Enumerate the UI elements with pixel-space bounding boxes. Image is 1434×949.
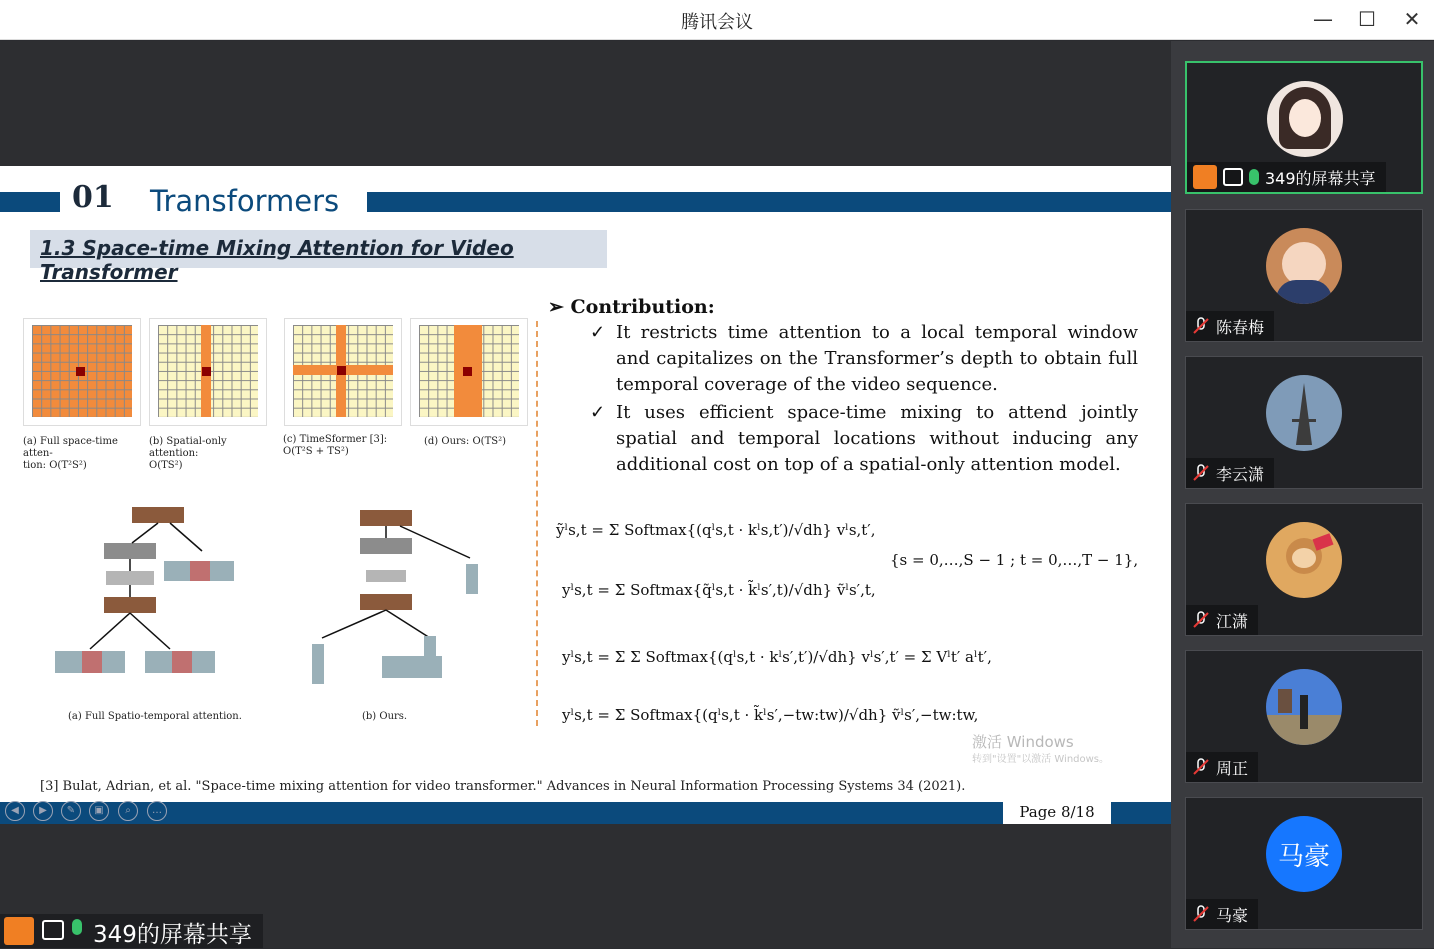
monkey-avatar	[1266, 522, 1342, 598]
more-options-icon[interactable]: …	[147, 801, 167, 821]
window-titlebar	[0, 0, 1434, 40]
share-label: 349的屏幕共享	[93, 922, 252, 948]
mic-muted-icon	[1192, 611, 1210, 629]
participants-panel	[1171, 41, 1434, 948]
participant-tile[interactable]	[1185, 503, 1423, 636]
diagram-caption-a: (a) Full Spatio-temporal attention.	[68, 711, 242, 722]
grid-spatial-attention	[149, 318, 267, 426]
equation-4: yˡs,t = Σ Softmax{(qˡs,t · k̃ˡs′,−tw:tw)/√dh} ṽˡs′,−tw:tw,	[562, 706, 979, 724]
participant-namebar	[1186, 752, 1258, 782]
grid-caption-b: (b) Spatial-only attention: O(TS²)	[149, 436, 227, 471]
windows-watermark-subtitle: 转到"设置"以激活 Windows。	[972, 754, 1110, 765]
participant-name: 马豪	[1216, 905, 1249, 925]
header-bar-left	[0, 192, 60, 212]
participant-name: 陈春梅	[1216, 317, 1265, 337]
contribution-item: ✓ It uses efficient space-time mixing to attend jointly spatial and temporal locations without inducing any additional cost on top of a spatial-only attention model.	[590, 402, 1138, 475]
screen-share-icon	[1223, 168, 1243, 186]
screen-share-indicator	[0, 914, 263, 948]
diagram-caption-b: (b) Ours.	[362, 711, 408, 722]
check-icon: ✓	[590, 322, 606, 343]
grid-caption-c: (c) TimeSformer [3]: O(T²S + TS²)	[283, 434, 388, 457]
zoom-icon[interactable]: ⌕	[118, 801, 138, 821]
mic-muted-icon	[1192, 905, 1210, 923]
windows-watermark-title: 激活 Windows	[972, 733, 1074, 751]
footer-bar	[0, 802, 1171, 824]
dashed-divider	[536, 321, 538, 726]
equation-range: {s = 0,…,S − 1 ; t = 0,…,T − 1},	[890, 551, 1139, 569]
grid-caption-d: (d) Ours: O(TS²)	[424, 436, 507, 447]
participant-namebar	[1186, 605, 1258, 635]
child-avatar	[1266, 228, 1342, 304]
next-slide-icon[interactable]: ▶	[33, 801, 53, 821]
window-title: 腾讯会议	[681, 12, 753, 33]
slides-grid-icon[interactable]: ▣	[89, 801, 109, 821]
diagram-ours	[300, 506, 500, 706]
participant-tile[interactable]	[1185, 797, 1423, 930]
participant-name: 江潇	[1216, 611, 1249, 631]
grid-timesformer-attention	[284, 318, 402, 426]
grid-full-attention	[23, 318, 141, 426]
grid-ours-attention	[410, 318, 528, 426]
pen-icon[interactable]: ✎	[61, 801, 81, 821]
mic-muted-icon	[1192, 758, 1210, 776]
participant-tile[interactable]	[1185, 209, 1423, 342]
contribution-block	[548, 296, 1138, 478]
contribution-heading: ➢ Contribution:	[548, 296, 715, 318]
header-bar-right	[367, 192, 1171, 212]
text-avatar: 马豪	[1266, 816, 1342, 892]
host-icon	[1193, 165, 1217, 189]
participant-namebar	[1186, 458, 1274, 488]
check-icon: ✓	[590, 402, 606, 423]
maximize-button[interactable]: ☐	[1358, 7, 1376, 31]
eiffel-avatar	[1266, 375, 1342, 451]
prev-slide-icon[interactable]: ◀	[5, 801, 25, 821]
participant-tile[interactable]	[1185, 356, 1423, 489]
participant-name: 周正	[1216, 758, 1249, 778]
grid-caption-a: (a) Full space-time atten- tion: O(T²S²)	[23, 436, 118, 471]
participant-namebar	[1186, 899, 1258, 929]
participant-tile[interactable]	[1185, 61, 1423, 194]
participant-namebar	[1186, 311, 1274, 341]
screen-share-icon	[42, 920, 64, 940]
mic-muted-icon	[1192, 464, 1210, 482]
shared-screen-area	[0, 41, 1171, 948]
microphone-icon	[72, 919, 82, 935]
reference-text: [3] Bulat, Adrian, et al. "Space-time mixing attention for video transformer." Advances in Neural Information Processing Systems 34 (2021).	[40, 779, 966, 794]
photo-avatar	[1266, 669, 1342, 745]
user-icon	[4, 917, 34, 945]
equation-2: yˡs,t = Σ Softmax{q̃ˡs,t · k̃ˡs′,t)/√dh} ṽˡs′,t,	[562, 581, 876, 599]
section-number: 01	[72, 180, 114, 215]
equation-3: yˡs,t = Σ Σ Softmax{(qˡs,t · kˡs′,t′)/√dh} vˡs′,t′ = Σ Vˡt′ aˡt′,	[562, 648, 992, 666]
presentation-slide	[0, 166, 1171, 824]
section-title: Transformers	[150, 184, 340, 218]
equation-1: ỹˡs,t = Σ Softmax{(qˡs,t · kˡs,t′)/√dh} vˡs,t′,	[556, 521, 876, 539]
arrow-bullet-icon: ➢	[548, 296, 564, 318]
mic-muted-icon	[1192, 317, 1210, 335]
page-number: Page 8/18	[1003, 798, 1111, 824]
participant-name: 李云潇	[1216, 464, 1265, 484]
minimize-button[interactable]: —	[1313, 7, 1333, 31]
contribution-item: ✓ It restricts time attention to a local temporal window and capitalizes on the Transformer’s depth to obtain full temporal coverage of the video sequence.	[590, 322, 1138, 395]
girl-avatar	[1267, 81, 1343, 157]
participant-name: 349的屏幕共享	[1265, 168, 1376, 188]
participant-namebar	[1187, 162, 1386, 192]
participant-tile[interactable]	[1185, 650, 1423, 783]
diagram-full-attention	[40, 501, 260, 701]
slide-subheading: 1.3 Space-time Mixing Attention for Video Transformer	[30, 230, 607, 268]
close-button[interactable]: ✕	[1403, 7, 1421, 31]
microphone-icon	[1249, 169, 1259, 185]
